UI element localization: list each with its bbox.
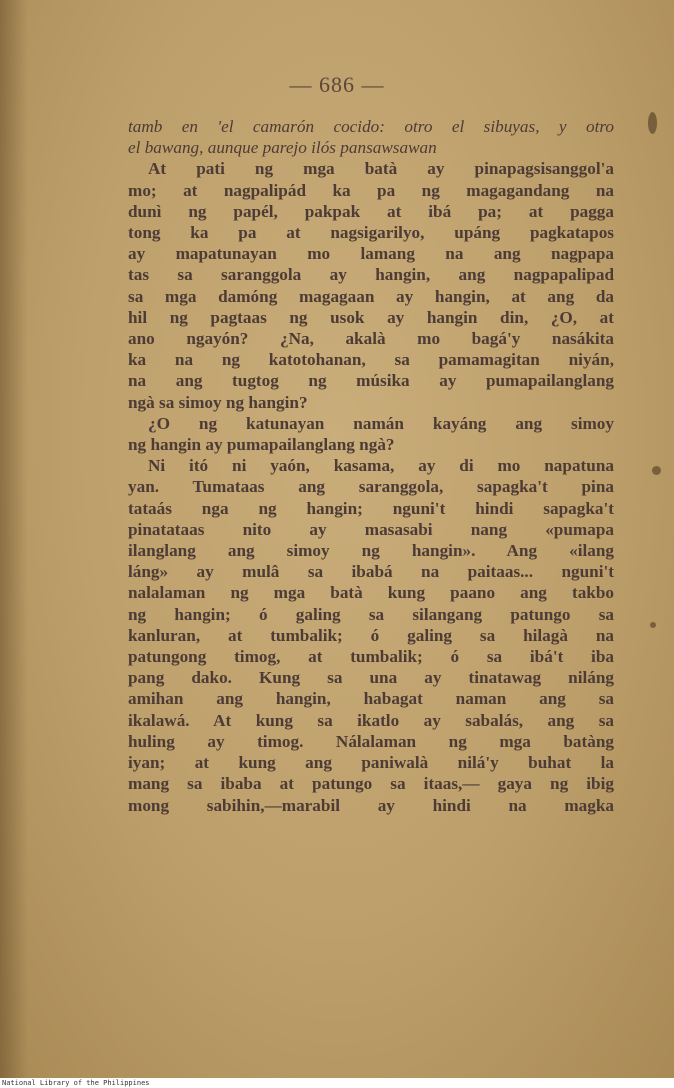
text-line: pang dako. Kung sa una ay tinatawag niláng <box>128 668 614 688</box>
text-line: ng hangin; ó galing sa silangang patungo sa <box>128 604 614 624</box>
text-line: pinatataas nito ay masasabi nang «pumapa <box>128 519 614 539</box>
text-line: ano ngayón? ¿Na, akalà mo bagá'y nasákita <box>128 329 614 349</box>
text-line: ngà sa simoy ng hangin? <box>128 392 308 412</box>
text-line: tataás nga ng hangin; nguni't hindi sapagka't <box>128 498 614 518</box>
text-line: mo; at nagpalipád ka pa ng magagandang na <box>128 180 614 200</box>
text-line: ng hangin ay pumapailanglang ngà? <box>128 435 395 455</box>
text-line: ikalawá. At kung sa ikatlo ay sabalás, ang sa <box>128 710 614 730</box>
ink-smudge <box>648 112 657 134</box>
text-line: Ni itó ni yaón, kasama, ay di mo napatuna <box>148 456 614 476</box>
text-line: dunì ng papél, pakpak at ibá pa; at pagga <box>128 201 614 221</box>
text-line: ¿O ng katunayan namán kayáng ang simoy <box>148 413 614 433</box>
text-line: tas sa saranggola ay hangin, ang nagpapalipad <box>128 265 614 285</box>
text-line: At pati ng mga batà ay pinapagsisanggol'a <box>148 159 614 179</box>
text-line: ilanglang ang simoy ng hangin». Ang «ilang <box>128 541 614 561</box>
text-line: amihan ang hangin, habagat naman ang sa <box>128 689 614 709</box>
body-text <box>128 116 614 816</box>
text-line: mong sabihin,—marabil ay hindi na magka <box>128 795 614 815</box>
ink-smudge <box>650 622 656 628</box>
text-line: yan. Tumataas ang saranggola, sapagka't pina <box>128 477 614 497</box>
text-line: huling ay timog. Nálalaman ng mga batàng <box>128 731 614 751</box>
text-line: nalalaman ng mga batà kung paano ang takbo <box>128 583 614 603</box>
text-line: el bawang, aunque parejo ilós pansawsawan <box>128 138 437 158</box>
text-line: ay mapatunayan mo lamang na ang nagpapa <box>128 244 614 264</box>
text-line: tamb en 'el camarón cocido: otro el sibuyas, y otro <box>128 117 614 136</box>
text-line: tong ka pa at nagsigarilyo, upáng pagkatapos <box>128 223 614 243</box>
text-line: na ang tugtog ng músika ay pumapailanglang <box>128 371 614 391</box>
text-line: ka na ng katotohanan, sa pamamagitan niyán, <box>128 350 614 370</box>
text-line: mang sa ibaba at patungo sa itaas,— gaya ng ibig <box>128 774 614 794</box>
text-line: iyan; at kung ang paniwalà nilá'y buhat la <box>128 753 614 773</box>
text-line: patungong timog, at tumbalik; ó sa ibá't iba <box>128 647 614 667</box>
text-line: kanluran, at tumbalik; ó galing sa hilagà na <box>128 625 614 645</box>
text-line: sa mga damóng magagaan ay hangin, at ang da <box>128 286 614 306</box>
page-shadow <box>0 0 28 1078</box>
library-footer: National Library of the Philippines <box>2 1079 150 1087</box>
page-number: — 686 — <box>289 72 385 97</box>
text-line: hil ng pagtaas ng usok ay hangin din, ¿O, at <box>128 307 614 327</box>
ink-smudge <box>652 466 661 475</box>
text-line: láng» ay mulâ sa ibabá na paitaas... nguni't <box>128 562 614 582</box>
